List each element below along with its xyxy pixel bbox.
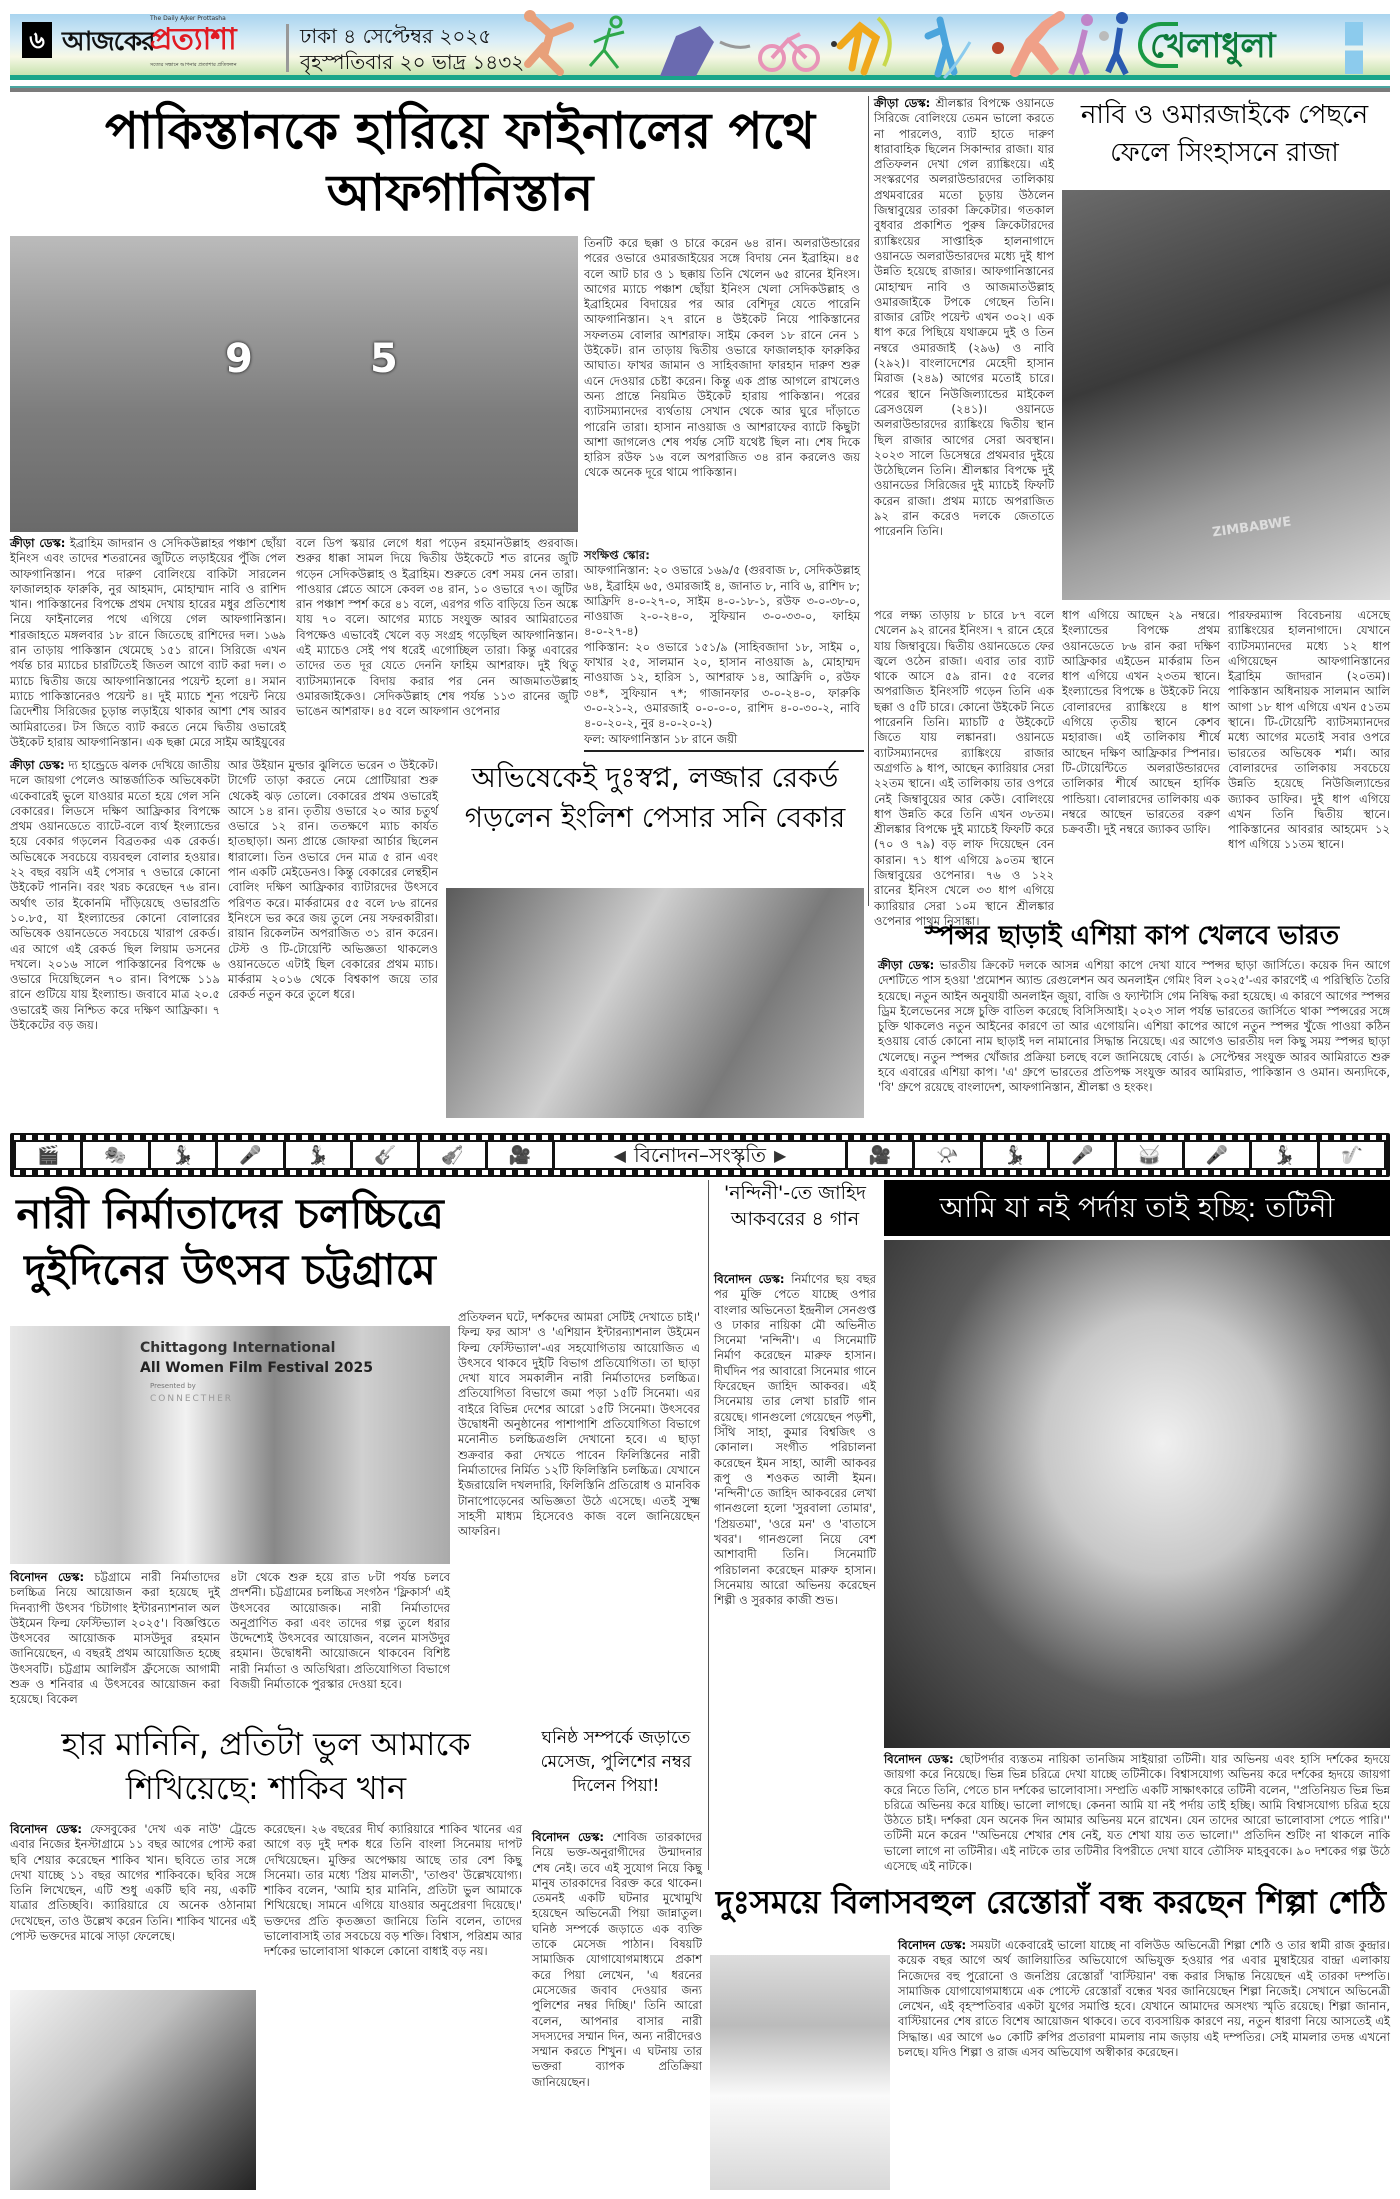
- nandini-story-text: নির্মাণের ছয় বছর পর মুক্তি পেতে যাচ্ছে ওপার বাংলার অভিনেতা ইন্দ্রনীল সেনগুপ্ত ও ঢাকার নায়িকা মৌ অভিনীত সিনেমা 'নন্দিনী'। এ সিনেমাটি নির্মাণ করেছেন মারুফ হাসান। দীর্ঘদিন পর আবারো সিনেমার গানে ফিরেছেন জাহিদ আকবর। এই সিনেমায় তার লেখা চারটি গান রয়েছে। গানগুলো গেয়েছেন পড়শী, সিঁথি সাহা, কুমার বিশ্বজিৎ ও কোনাল। সংগীত পরিচালনা করেছেন ইমন সাহা, আলী আকবর রূপু ও শওকত আলী ইমন। 'নন্দিনী'তে জাহিদ আকবরের লেখা গানগুলো হলো 'সুরবালা তোমার', 'প্রিয়তমা', 'ওরে মন' ও 'বাতাসে খবর'। গানগুলো নিয়ে বেশ আশাবাদী তিনি। সিনেমাটি পরিচালনা করেছেন মারুফ হাসান। সিনেমায় আরো অভিনয় করেছেন শিল্পী ও সুরকার কাজী শুভ।: [714, 1272, 876, 1608]
- paper-logo-part2: প্রত্যাশা: [150, 22, 236, 57]
- paper-subtagline: সত্যের সন্ধানে আপনার প্রত্যাশার প্রতিফলন: [150, 62, 237, 68]
- poster-sponsor: CONNECTHER: [150, 1394, 234, 1404]
- dateline: বিনোদন ডেস্ক:: [10, 1570, 85, 1584]
- film-strip-holes: [14, 1170, 1386, 1175]
- baker-headline: অভিষেকেই দুঃস্বপ্ন, লজ্জার রেকর্ড গড়লেন ইংলিশ পেসার সনি বেকার: [464, 761, 846, 834]
- festival-story-text: চট্টগ্রামে নারী নির্মাতাদের চলচ্চিত্র নিয়ে আয়োজন করা হয়েছে দুই দিনব্যাপী উৎসব 'চিটাগাং ইন্টারন্যাশনাল অল উইমেন ফিল্ম ফেস্টিভ্যাল ২০২৫'। বিজ্ঞপ্তিতে উৎসবের আয়োজক মাসউদুর রহমান জানিয়েছেন, এ বছরই প্রথম আয়োজিত হচ্ছে উৎসবটি। চট্টগ্রাম আলিয়ঁস ফ্রঁসেজে আগামী শুক্র ও শনিবার এ উৎসবের আয়োজন করা হয়েছে। বিকেল: [10, 1570, 221, 1707]
- poster-presented-by: Presented by: [150, 1382, 196, 1390]
- golfer-icon: [928, 20, 970, 78]
- lead-headline: পাকিস্তানকে হারিয়ে ফাইনালের পথে আফগানিস্তান: [104, 102, 816, 222]
- jersey-number-9: 9: [225, 336, 253, 382]
- dancer-icon: 💃: [151, 1142, 215, 1168]
- india-story: [878, 958, 1390, 1126]
- raza-headline: নাবি ও ওমারজাইকে পেছনে ফেলে সিংহাসনে রাজা: [1080, 100, 1369, 168]
- india-headline: স্পন্সর ছাড়াই এশিয়া কাপ খেলবে ভারত: [924, 921, 1340, 951]
- shakib-story-text: ফেসবুকের 'দেখ এক নাউ' ট্রেন্ডে এবার নিজের ইনস্টাগ্রামে ১১ বছর আগের পোস্ট করা ছবি শেয়ার করেছেন শাকিব খান। ছবিতে তার সঙ্গে দেখা যাচ্ছে ১১ বছর আগের শাকিবকে। ছবির সঙ্গে তিনি লিখেছেন, এটি শুধু একটি ছবি নয়, একটি যাত্রার প্রতিচ্ছবি। ক্যারিয়ারে যে অনেক ওঠানামা দেখেছেন, তাও উল্লেখ করেন তিনি। শাকিব খানের এই পোস্ট ভক্তদের মাঝে সাড়া ফেলেছে।: [10, 1822, 257, 1944]
- arrow-left-icon: ◀: [613, 1145, 626, 1165]
- clapperboard-icon: 🎬: [16, 1142, 80, 1168]
- film-camera-icon: 🎥: [848, 1142, 912, 1168]
- dateline: বিনোদন ডেস্ক:: [884, 1752, 954, 1766]
- masthead-rule: [10, 86, 1390, 92]
- lead-story-column-2: বলে ডিপ স্কয়ার লেগে ধরা পড়েন রহমানউল্লাহ গুরবাজ। শুরুর ধাক্কা সামল দিয়ে দ্বিতীয় উইকেটে শত রানের জুটি গড়েন সেদিকউল্লাহ ও ইব্রাহিম। শুরুতে বেশ সময় নেন তারা। পাওয়ার প্লেতে আসে কেবল ৩৪ রান, ১০ ওভারে ৭৩। জুটির রান পঞ্চাশ স্পর্শ করে ৪১ বলে, এরপর গতি বাড়িয়ে তিন অঙ্কে যায় ৭০ বলে। আগের ম্যাচে সংযুক্ত আরব আমিরাতের বিপক্ষেও এভাবেই খেলে বড় সংগ্রহ গড়েছিল আফগানিস্তান। এই ম্যাচেও সেই পথ ধরেই এগোচ্ছিল তারা। কিন্তু এবারের তাদের তত দূর যেতে দেননি ফাহিম আশরাফ। দুই থিতু ব্যাটসম্যানকে বিদায় করার পর নেন আজমাতউল্লাহ ওমারজাইকেও। সেদিকউল্লাহ শেষ পর্যন্ত ১১৩ রানের জুটি ভাঙেন আশরাফ। ৪৫ বলে আফগান ওপেনার: [296, 536, 578, 719]
- masthead-edge-decoration: [1345, 22, 1363, 74]
- piya-headline: ঘনিষ্ঠ সম্পর্কে জড়াতে মেসেজ, পুলিশের নম্বর দিলেন পিয়া!: [540, 1728, 692, 1796]
- scorecard-title: সংক্ষিপ্ত স্কোর:: [584, 548, 650, 562]
- india-story-text: ভারতীয় ক্রিকেট দলকে আসন্ন এশিয়া কাপে দেখা যাবে স্পন্সর ছাড়া জার্সিতে। কয়েক দিন আগে দেশটিতে পাস হওয়া 'প্রমোশন অ্যান্ড রেগুলেশন অব অনলাইন গেমিং বিল ২০২৫'-এর কারণেই এ পরিস্থিতি তৈরি হয়েছে। নতুন আইন অনুযায়ী অনলাইন জুয়া, বাজি ও ফ্যান্টাসি গেম নিষিদ্ধ করা হয়েছে। এ কারণে আগের স্পন্সর ড্রিম ইলেভেনের সঙ্গে চুক্তি বাতিল করেছে বিসিসিআই। ২০২৩ সাল পর্যন্ত ভারতের জার্সিতে থাকা স্পন্সরের সঙ্গে চুক্তি থাকলেও নতুন আইনের কারণে তা আর এগোয়নি। এশিয়া কাপের আগে নতুন স্পন্সর খুঁজে পাওয়া কঠিন হওয়ায় বোর্ড কোনো নাম ছাড়াই দল নামানোর সিদ্ধান্ত নিয়েছে। এর আগেও ভারতীয় দল কিছু সময় স্পন্সর ছাড়া খেলেছে। নতুন স্পন্সর খোঁজার প্রক্রিয়া চলছে বলে জানিয়েছে বোর্ড। ৯ সেপ্টেম্বর সংযুক্ত আরব আমিরাতে শুরু হবে এবারের এশিয়া কাপ। 'এ' গ্রুপে ভারতের প্রতিপক্ষ সংযুক্ত আরব আমিরাত, পাকিস্তান ও ওমান। অন্যদিকে, 'বি' গ্রুপে রয়েছে বাংলাদেশ, আফগানিস্তান, শ্রীলঙ্কা ও হংকং।: [878, 958, 1391, 1095]
- dancer-icon: 💃: [286, 1142, 350, 1168]
- shilpa-shetty-photo: [710, 1955, 890, 2190]
- page-number: ৬: [22, 22, 52, 58]
- dateline: বিনোদন ডেস্ক:: [714, 1272, 785, 1286]
- afghanistan-team-photo: [10, 236, 578, 532]
- dateline: বিনোদন ডেস্ক:: [532, 1830, 605, 1844]
- date-gregorian: ঢাকা ৪ সেপ্টেম্বর ২০২৫: [300, 24, 492, 48]
- section-title: খেলাধুলা: [1150, 26, 1276, 66]
- entertainment-section-banner: [10, 1133, 1390, 1177]
- footballers-icon: [1071, 12, 1128, 74]
- theater-masks-icon: 🎭: [83, 1142, 147, 1168]
- singer-icon: 🎤: [1050, 1142, 1114, 1168]
- totini-headline: আমি যা নই পর্দায় তাই হচ্ছি: তটিনী: [884, 1180, 1390, 1236]
- cricket-ball-icon: [992, 42, 1004, 54]
- column-divider: [708, 1180, 709, 1870]
- shakib-headline: হার মানিনি, প্রতিটা ভুল আমাকে শিখিয়েছে: শাকিব খান: [61, 1725, 471, 1807]
- sikandar-raza-photo: [1062, 190, 1390, 600]
- dancer-icon: 💃: [1252, 1142, 1316, 1168]
- dateline: ক্রীড়া ডেস্ক:: [10, 536, 66, 550]
- saxophone-icon: 🎷: [1320, 1142, 1384, 1168]
- shilpa-headline: দুঃসময়ে বিলাসবহুল রেস্তোরাঁ বন্ধ করছেন শিল্পা শেঠি: [715, 1883, 1387, 1921]
- masthead-divider: [286, 24, 289, 72]
- piya-story: [532, 1830, 702, 2190]
- dateline: ক্রীড়া ডেস্ক:: [10, 758, 65, 772]
- paper-tagline: The Daily Ajker Prottasha: [150, 15, 226, 22]
- raza-story-column-1: [874, 96, 1054, 601]
- singer-icon: 🎤: [218, 1142, 282, 1168]
- singer-icon: 🎤: [1185, 1142, 1249, 1168]
- lead-story-column-1: [10, 536, 286, 750]
- jersey-text: ZIMBABWE: [1211, 514, 1293, 541]
- paper-logo-part1: আজকের: [62, 27, 155, 57]
- totini-photo: [884, 1240, 1390, 1748]
- film-strip-holes: [14, 1135, 1386, 1140]
- match-result: ফল: আফগানিস্তান ১৮ রানে জয়ী: [584, 731, 738, 746]
- poster-title-line1: Chittagong International: [140, 1340, 336, 1356]
- guitarist-icon: 🎸: [353, 1142, 417, 1168]
- piya-story-text: শোবিজ তারকাদের নিয়ে ভক্ত-অনুরাগীদের উন্মাদনার শেষ নেই। তবে এই সুযোগ নিয়ে কিছু মানুষ তারকাদের বিরক্ত করে থাকেন। তেমনই একটি ঘটনার মুখোমুখি হয়েছেন অভিনেত্রী পিয়া জান্নাতুল। ঘনিষ্ঠ সম্পর্কে জড়াতে এক ব্যক্তি তাকে মেসেজ পাঠান। বিষয়টি সামাজিক যোগাযোগমাধ্যমে প্রকাশ করে পিয়া লেখেন, 'এ ধরনের মেসেজের জবাব দেওয়ার জন্য পুলিশের নম্বর দিচ্ছি।' তিনি আরো বলেন, আপনার বাসার নারী সদস্যদের সম্মান দিন, অন্য নারীদেরও সম্মান করতে শিখুন। এ ঘটনায় তার ভক্তরা ব্যাপক প্রতিক্রিয়া জানিয়েছেন।: [532, 1830, 703, 2089]
- column-divider: [868, 96, 869, 906]
- shakib-story-column-2: করেছেন। ২৬ বছরের দীর্ঘ ক্যারিয়ারে শাকিব খানের এর আগে বড় দুই দশক ধরে তিনি বাংলা সিনেমায় দাপট দেখিয়েছেন। মুক্তির অপেক্ষায় আছে তার বেশ কিছু সিনেমা। তার মধ্যে 'প্রিয় মালতী', 'তাণ্ডব' উল্লেখযোগ্য। শাকিব বলেন, 'আমি হার মানিনি, প্রতিটা ভুল আমাকে শিখিয়েছে। সামনে এগিয়ে যাওয়ার অনুপ্রেরণা দিয়েছে।' ভক্তদের প্রতি কৃতজ্ঞতা জানিয়ে তিনি বলেন, তাদের ভালোবাসাই তার সবচেয়ে বড় শক্তি। বিশ্বাস, পরিশ্রম আর দর্শকের ভালোবাসা থাকলে কোনো বাধাই বড় নয়।: [264, 1822, 522, 1959]
- sonny-baker-photo: [446, 888, 864, 1118]
- batsman-icon: [660, 26, 714, 76]
- film-strip-frames: [16, 1142, 1384, 1168]
- cyclist-icon: [760, 34, 818, 70]
- sports-silhouettes-illustration: [500, 6, 1140, 78]
- dateline: বিনোদন ডেস্ক:: [10, 1822, 82, 1836]
- dateline: ক্রীড়া ডেস্ক:: [878, 958, 935, 972]
- tennis-player-icon: [831, 18, 890, 72]
- raza-story-text: শ্রীলঙ্কার বিপক্ষে ওয়ানডে সিরিজে বোলিংয়ে তেমন ভালো করতে না পারলেও, ব্যাট হাতে দারুণ ধারাবাহিক ছিলেন সিকান্দার রাজা। যার প্রতিফলন দেখা গেল র‍্যাঙ্কিংয়ে। এই সংস্করণের অলরাউন্ডারদের তালিকায় প্রথমবারের মতো চূড়ায় উঠলেন জিম্বাবুয়ের তারকা ক্রিকেটার। গতকাল বুধবার প্রকাশিত পুরুষ ক্রিকেটারদের র‍্যাঙ্কিংয়ের সাপ্তাহিক হালনাগাদে ওয়ানডে অলরাউন্ডারদের মধ্যে দুই ধাপ উন্নতি হয়েছে রাজার। আফগানিস্তানের মোহাম্মদ নাবি ও আজমাতউল্লাহ ওমারজাইকে টপকে গেছেন তিনি। রাজার রেটিং পয়েন্ট এখন ৩০২। এক ধাপ করে পিছিয়ে যথাক্রমে দুই ও তিন নম্বরে ওমারজাই (২৯৬) ও নাবি (২৯২)। বাংলাদেশের মেহেদী হাসান মিরাজ (২৪৯) আগের মতোই চারে। পরের স্থানে নিউজিল্যান্ডের মাইকেল ব্রেসওয়েল (২৪১)। ওয়ানডে অলরাউন্ডারদের র‍্যাঙ্কিংয়ে দ্বিতীয় স্থান ছিল রাজার আগের সেরা অবস্থান। ২০২৩ সালে ডিসেম্বরে প্রথমবার দুইয়ে উঠেছিলেন তিনি। শ্রীলঙ্কার বিপক্ষে দুই ওয়ানডের সিরিজের দুই ম্যাচেই ফিফটি করেন রাজা। প্রথম ম্যাচে অপরাজিত ৯২ রান করেও দলকে জেতাতে পারেননি তিনি।: [874, 96, 1055, 539]
- hockey-player-icon: [720, 42, 750, 47]
- totini-story-text: ছোটপর্দার ব্যস্ততম নায়িকা তানজিম সাইয়ারা তটিনী। যার অভিনয় এবং হাসি দর্শকের হৃদয়ে জায়গা করে নিয়েছে। ভিন্ন ভিন্ন চরিত্রে দেখা যাচ্ছে তটিনীকে। বিশ্বাসযোগ্য অভিনয় করে দর্শকের হৃদয়ে জায়গা করে নিতে তিনি, পেতে চান দর্শকের ভালোবাসা। সম্প্রতি একটি সাক্ষাৎকারে তটিনী বলেন, ''প্রতিনিয়ত ভিন্ন ভিন্ন চরিত্রে অভিনয় করে যাচ্ছি। ভালো লাগছে। কেননা আমি যা নই পর্দায় তাই হচ্ছি। আমি বিশ্বাসযোগ্য চরিত্র হয়ে উঠতে চাই। দর্শকরা যেন অনেক দিন আমার অভিনয় মনে রাখেন। যেন তাদের আরো ভালোবাসা পেতে পারি।'' তটিনী মনে করেন ''অভিনয়ে শেখার শেষ নেই, যত শেখা যায় তত ভালো।'' প্রতিদিন শুটিং না থাকলে নাকি ভালো লাগে না তটিনীর। এই নাটকে তার তটিনীর বিপরীতে দেখা যাবে তৌসিফ মাহবুবকে। ৯০ দশকের গল্প উঠে এসেছে এই নাটকে।: [884, 1752, 1391, 1874]
- runner-icon: [524, 10, 570, 72]
- raza-story-column-4: পারফরম্যান্স বিবেচনায় এসেছে র‍্যাঙ্কিংয়ের হালনাগাদে। যেখানে ব্যাটসম্যানদের মধ্যে ১২ ধাপ এগিয়েছেন আফগানিস্তানের ইব্রাহিম জাদরান (২০তম)। পাকিস্তান অধিনায়ক সালমান আলি আগা ১৮ ধাপ এগিয়ে এখন ৫১তম স্থানে। টি-টোয়েন্টি ব্যাটসম্যানদের মধ্যে আগের মতোই সবার ওপরে ভারতের অভিষেক শর্মা। আর বোলারদের তালিকায় সবচেয়ে উন্নতি হয়েছে নিউজিল্যান্ডের জ্যাকব ডাফির। দুই ধাপ এগিয়ে এখন তিনি দ্বিতীয় স্থানে। পাকিস্তানের আবরার আহমেদ ১২ ধাপ এগিয়ে ১১তম স্থানে।: [1228, 608, 1390, 852]
- jersey-number-5: 5: [370, 336, 398, 382]
- banner-title-frame: [555, 1142, 845, 1168]
- raza-story-column-3: ধাপ এগিয়ে আছেন ২৯ নম্বরে। ইংল্যান্ডের বিপক্ষে প্রথম ওয়ানডেতে ৮৬ রান করা দক্ষিণ আফ্রিকার এইডেন মার্করাম তিন ধাপ এগিয়ে এখন ২৩তম স্থানে। ইংল্যান্ডের বিপক্ষে ৪ উইকেট নিয়ে বোলারদের র‍্যাঙ্কিংয়ে ৪ ধাপ এগিয়ে তৃতীয় স্থানে কেশব মহারাজ। এই তালিকায় শীর্ষে আছেন দক্ষিণ আফ্রিকার স্পিনার। টি-টোয়েন্টিতে অলরাউন্ডারদের তালিকার শীর্ষে আছেন হার্দিক পান্ডিয়া। বোলারদের তালিকায় এক নম্বরে আছেন ভারতের বরুণ চক্রবর্তী। দুই নম্বরে জ্যাকব ডাফি।: [1062, 608, 1220, 837]
- banner-title: বিনোদন–সংস্কৃতি: [633, 1143, 767, 1167]
- lead-story-column-3: তিনটি করে ছক্কা ও চারে করেন ৬৪ রান। অলরাউন্ডারের পরের ওভারে ওমারজাইয়ের সঙ্গে বিদায় নেন ইব্রাহিম। ৪৫ বলে আট চার ও ১ ছক্কায় তিনি খেলেন ৬৫ রানের ইনিংস। আগের ম্যাচে পঞ্চাশ ছোঁয়া ইনিংস খেলা সেদিকউল্লাহ ও ইব্রাহিমের বিদায়ের পর আর বেশিদূর যেতে পারেনি আফগানিস্তান। ২৭ রানে ৪ উইকেট নিয়ে পাকিস্তানের সফলতম বোলার আশরাফ। সাইম কেবল ১৮ রানে নেন ১ উইকেট। রান তাড়ায় দ্বিতীয় ওভারে ফাজালহাক ফারুকির আঘাত। ফাখর জামান ও সাহিবজাদা ফারহান দারুণ শুরু এনে দেওয়ার চেষ্টা করেন। কিন্তু এক প্রান্ত আগলে রাখলেও অন্য প্রান্তে নিয়মিত উইকেট হারায় পাকিস্তান। পরের ব্যাটসম্যানদের ব্যর্থতায় সেখান থেকে আর ঘুরে দাঁড়াতে পারেনি তারা। হাসান নাওয়াজ ও আশরাফের ব্যাটে কিছুটা আশা জাগলেও শেষ পর্যন্ত সেটি যথেষ্ট ছিল না। শেষ দিকে হারিস রউফ ১৬ বলে অপরাজিত ৩৪ রান করলেও জয় থেকে অনেক দূরে থামে পাকিস্তান।: [584, 236, 860, 480]
- festival-headline: নারী নির্মাতাদের চলচ্চিত্রে দুইদিনের উৎসব চট্টগ্রামে: [16, 1189, 444, 1294]
- film-camera-icon: 🎥: [488, 1142, 552, 1168]
- dateline: ক্রীড়া ডেস্ক:: [874, 96, 931, 110]
- poster-title-line2: All Women Film Festival 2025: [140, 1360, 373, 1376]
- scorecard-afghanistan: আফগানিস্তান: ২০ ওভারে ১৬৯/৫ (গুরবাজ ৮, সেদিকউল্লাহ ৬৪, ইব্রাহিম ৬৫, ওমারজাই ৪, জানাত ৮, নাবি ৬, রাশিদ ৮; আফ্রিদি ৪-০-২৭-০, সাইম ৪-০-১৮-১, রউফ ৩-০-৩৮-০, নাওয়াজ ২-০-২৪-০, সুফিয়ান ৩-০-৩৩-০, ফাহিম ৪-০-২৭-৪): [584, 563, 860, 639]
- dateline: বিনোদন ডেস্ক:: [898, 1938, 967, 1952]
- date-bengali: বৃহস্পতিবার ২০ ভাদ্র ১৪৩২: [300, 50, 525, 74]
- baker-story-column-2: আর উইয়ান মুল্ডার ঝুলিতে ভরেন ৩ উইকেট। টার্গেট তাড়া করতে নেমে প্রোটিয়ারা শুরু থেকেই ঝড় তোলে। বেকারের প্রথম ওভারেই আসে ১৪ রান। তৃতীয় ওভারে ২০ আর চতুর্থ ওভারে ১২ রান। ততক্ষণে ম্যাচ কার্যত হাতছাড়া। অন্য প্রান্তে জোফরা আর্চার ছিলেন ধারালো। তিন ওভারে দেন মাত্র ৫ রান এবং পান একটি মেইডেনও। কিন্তু বেকারের লেন্থহীন বোলিং দক্ষিণ আফ্রিকার ব্যাটারদের উৎসবে পরিণত করে। মার্করামের ৫৫ বলে ৮৬ রানের ইনিংসে ভর করে জয় তুলে নেয় সফরকারীরা। রায়ান রিকেলটন অপরাজিত ৩১ রান করেন। টেস্ট ও টি-টোয়েন্টি অভিজ্ঞতা থাকলেও ওয়ানডেতে এটাই ছিল বেকারের প্রথম ম্যাচ। মার্করাম ২০১৬ থেকে বিশ্বকাপ জয়ে তার রেকর্ড নতুন করে তুলে ধরে।: [228, 758, 438, 1002]
- totini-story: [884, 1752, 1390, 1874]
- festival-story-column-2: ৪টা থেকে শুরু হয়ে রাত ৮টা পর্যন্ত চলবে প্রদর্শনী। চট্টগ্রামের চলচ্চিত্র সংগঠন 'ফ্লিকার্স' এই উৎসবের আয়োজক। নারী নির্মাতাদের অনুপ্রাণিত করা এবং তাদের গল্প তুলে ধরার উদ্দেশ্যেই উৎসবের আয়োজন, বলেন মাসউদুর রহমান। উদ্বোধনী আয়োজনে থাকবেন বিশিষ্ট নারী নির্মাতা ও অতিথিরা। প্রতিযোগিতা বিভাগে বিজয়ী নির্মাতাকে পুরস্কার দেওয়া হবে।: [230, 1570, 450, 1692]
- scorecard: [584, 548, 860, 746]
- guitar-icon: 🎻: [420, 1142, 484, 1168]
- cricketer-icon: [1015, 16, 1060, 72]
- shilpa-story-text: সময়টা একেবারেই ভালো যাচ্ছে না বলিউড অভিনেত্রী শিল্পা শেঠি ও তার স্বামী রাজ কুন্দ্রার। কয়েক বছর আগে অর্থ জালিয়াতির অভিযোগে অভিযুক্ত হওয়ার পর এবার মুম্বাইয়ের বান্দ্রা এলাকায় নিজেদের বহু পুরোনো ও জনপ্রিয় রেস্তোরাঁ 'বাস্টিয়ান' বন্ধ করার সিদ্ধান্ত নিয়েছেন এই তারকা দম্পতি। সামাজিক যোগাযোগমাধ্যমে এক পোস্টে রেস্তোরাঁ বন্ধের খবর জানিয়েছেন শিল্পা নিজেই। সেখানে অভিনেত্রী লেখেন, এই বৃহস্পতিবার একটা যুগের সমাপ্তি হবে। যেখানে আমাদের অসংখ্য স্মৃতি রয়েছে। শিল্পা জানান, বাস্টিয়ানের শেষ রাতে বিশেষ আয়োজন থাকবে। তবে ব্যবসায়িক কারণে নয়, নতুন ধারণা নিয়ে আসতেই এই সিদ্ধান্ত। এর আগে ৬০ কোটি রুপির প্রতারণা মামলায় নাম জড়ায় এই দম্পতির। সেই মামলার তদন্ত এখনো চলছে। যদিও শিল্পা ও রাজ এসব অভিযোগ অস্বীকার করেছেন।: [898, 1938, 1390, 2060]
- lead-story-text: ইব্রাহিম জাদরান ও সেদিকউল্লাহর পঞ্চাশ ছোঁয়া ইনিংস এবং তাদের শতরানের জুটিতে লড়াইয়ের পুঁজি পেল আফগানিস্তান। পরে দারুণ বোলিংয়ে বাকিটা সারলেন ফাজালহাক ফারুকি, নুর আহমাদ, মোহাম্মাদ নাবি ও রাশিদ খান। পাকিস্তানের বিপক্ষে প্রথম দেখায় হারের মধুর প্রতিশোধ নিয়ে ফাইনালের পথে এগিয়ে গেল আফগানিস্তান। শারজাহতে মঙ্গলবার ১৮ রানে জিতেছে রাশিদের দল। ১৬৯ রান তাড়ায় পাকিস্তান থেমেছে ১৫১ রানে। সিরিজে এখন পর্যন্ত চার ম্যাচের চারটিতেই জিতল আগে ব্যাট করা দল। ৩ ম্যাচে দ্বিতীয় জয়ে আফগানিস্তানের পয়েন্ট হলো ৪। সমান ম্যাচে পাকিস্তানেরও পয়েন্ট ৪। দুই ম্যাচে শূন্য পয়েন্ট নিয়ে ত্রিদেশীয় সিরিজের চূড়ান্ত লড়াইয়ে থাকার আশা শেষ আরব আমিরাতের। টস জিতে ব্যাট করতে নেমে দ্বিতীয় ওভারেই উইকেট হারায় আফগানিস্তান। এক ছক্কা মেরে সাইম আইয়ুবের: [10, 536, 287, 749]
- baker-story-column-1: [10, 758, 220, 1126]
- festival-story-column-3: প্রতিফলন ঘটে, দর্শকদের আমরা সেটিই দেখাতে চাই।' ফিল্ম ফর আস' ও 'এশিয়ান ইন্টারন্যাশনাল উইমেন ফিল্ম ফেস্টিভ্যাল'-এর সহযোগিতায় আয়োজিত এ উৎসবে থাকবে দুইটি বিভাগ প্রতিযোগিতা। তা ছাড়া দেখা যাবে সমকালীন নারী নির্মাতাদের চলচ্চিত্র। প্রতিযোগিতা বিভাগে জমা পড়া ১৫টি সিনেমা। এর বাইরে বিভিন্ন দেশের আরো ১৫টি সিনেমা। উৎসবের উদ্বোধনী অনুষ্ঠানের পাশাপাশি প্রতিযোগিতা বিভাগে মনোনীত চলচ্চিত্রগুলি দেখানো হবে। এ ছাড়া শুক্রবার করা দেখতে পাবেন ফিলিস্তিনের নারী নির্মাতাদের নির্মিত ১২টি ফিলিস্তিনি চলচ্চিত্র। যেখানে ইজরায়েলি দখলদারি, ফিলিস্তিনি প্রতিরোধ ও মানবিক টানাপোড়েনের অভিজ্ঞতা উঠে এসেছে। এতই সুক্ষ্ম সাহসী মাধ্যম হিসেবেও কাজ বলে জানিয়েছেন আফরিন।: [458, 1310, 700, 1539]
- baker-story-text: দ্য হান্ড্রেডে ঝলক দেখিয়ে জাতীয় দলে জায়গা পেলেও আন্তর্জাতিক অভিষেকটা একেবারেই ভুলে যাওয়ার মতো হয়ে গেল সনি বেকারের। লিডসে দক্ষিণ আফ্রিকার বিপক্ষে প্রথম ওয়ানডেতে ব্যাটে-বলে ব্যর্থ ইংল্যান্ডের হয়ে বেকার গড়লেন বিব্রতকর এক রেকর্ড। অভিষেকে সবচেয়ে ব্যয়বহুল বোলার হওয়ার। ২২ বছর বয়সি এই পেসার ৭ ওভারে কোনো উইকেট পাননি। বরং খরচ করেছেন ৭৬ রান। অর্থাৎ তার ইকোনমি দাঁড়িয়েছে ওভারপ্রতি ১০.৮৫, যা ইংল্যান্ডের কোনো বোলারের অভিষেক ওয়ানডেতে সবচেয়ে খারাপ রেকর্ড। এর আগে এই রেকর্ড ছিল লিয়াম ডসনের দখলে। ২০১৬ সালে পাকিস্তানের বিপক্ষে ৬ ওভারে দিয়েছিলেন ৭০ রান। বিপক্ষে ১১৯ রানে গুটিয়ে যায় ইংল্যান্ড। জবাবে মাত্র ২০.৫ ওভারেই জয় নিশ্চিত করে দক্ষিণ আফ্রিকা। ৭ উইকেটের বড় জয়।: [10, 758, 221, 1033]
- drummer-icon: 🥁: [1117, 1142, 1181, 1168]
- shakib-story-column-1: [10, 1822, 256, 1986]
- dancer-icon: 💃: [983, 1142, 1047, 1168]
- nandini-story: [714, 1272, 876, 1870]
- nandini-headline: 'নন্দিনী'-তে জাহিদ আকবরের ৪ গান: [723, 1182, 866, 1230]
- arrow-right-icon: ▶: [774, 1145, 787, 1165]
- festival-poster-image: [10, 1326, 450, 1564]
- raza-story-column-2: পরে লক্ষ্য তাড়ায় ৮ চারে ৮৭ বলে খেলেন ৯২ রানের ইনিংস। ৭ রানে হেরে যায় জিম্বাবুয়ে। দ্বিতীয় ওয়ানডেতে ফের জ্বলে ওঠেন রাজা। এবার তার ব্যাট থাকে আসে ৫৯ রান। ৫৫ বলের অপরাজিত ইনিংসটি গড়েন তিনি এক ছক্কা ও ৫টি চারে। কোনো উইকেট নিতে পারেননি তিনি। ম্যাচটি ৫ উইকেটে জিতে যায় লঙ্কানরা। ওয়ানডে ব্যাটসম্যানদের র‍্যাঙ্কিংয়ে রাজার অগ্রগতি ৯ ধাপ, আছেন ক্যারিয়ার সেরা ২২তম স্থানে। এই তালিকায় তার ওপরে নেই জিম্বাবুয়ের আর কেউ। বোলিংয়ে ধাপ উন্নতি করে তিনি এখন ৩৮তম। শ্রীলঙ্কার বিপক্ষে দুই ম্যাচেই ফিফটি করে (৭০ ও ৭৯) বড় লাফ দিয়েছেন বেন কারান। ৭১ ধাপ এগিয়ে ৯০তম স্থানে জিম্বাবুয়ের ওপেনার। ৭৬ ও ১২২ রানের ইনিংস খেলে ৩৩ ধাপ এগিয়ে ক্যারিয়ার সেরা ১০ম স্থানে শ্রীলঙ্কার ওপেনার পাথুম নিসাঙ্কা।: [874, 608, 1054, 928]
- shilpa-story: [898, 1938, 1390, 2190]
- story-divider: [584, 750, 864, 752]
- shakib-khan-photo: [10, 1990, 256, 2190]
- gramophone-icon: 📯: [915, 1142, 979, 1168]
- festival-story-column-1: [10, 1570, 220, 1708]
- scorecard-pakistan: পাকিস্তান: ২০ ওভারে ১৫১/৯ (সাহিবজাদা ১৮, সাইম ০, ফাখার ২৫, সালমান ২০, হাসান নাওয়াজ ৯, মোহাম্মদ নাওয়াজ ১২, হারিস ১, আশরাফ ১৪, আফ্রিদি ০, রউফ ৩৪*, সুফিয়ান ৭*; গাজানফার ৩-০-২৪-০, ফারুকি ৩-০-২১-২, ওমারজাই ০-০-০-০, রাশিদ ৪-০-৩০-২, নাবি ৪-০-২০-২, নুর ৪-০-২০-২): [584, 639, 860, 731]
- sprinter-icon: [590, 17, 624, 68]
